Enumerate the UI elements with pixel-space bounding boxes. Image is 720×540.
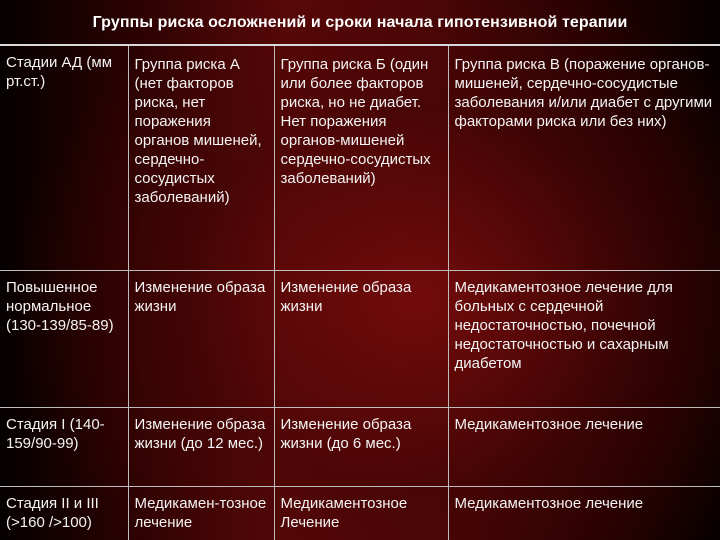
table-row	[0, 271, 720, 408]
group-b-cell: Медикаментозное Лечение	[274, 487, 448, 540]
group-a-cell: Изменение образа жизни (до 12 мес.)	[128, 408, 274, 487]
table-header-row	[0, 46, 720, 271]
group-b-cell: Изменение образа жизни (до 6 мес.)	[274, 408, 448, 487]
table-row	[0, 408, 720, 487]
stage-cell: Стадия I (140-159/90-99)	[0, 408, 128, 487]
group-c-cell: Медикаментозное лечение для больных с сердечной недостаточностью, почечной недостаточностью и сахарным диабетом	[448, 271, 720, 408]
group-c-cell: Медикаментозное лечение	[448, 487, 720, 540]
group-a-cell: Изменение образа жизни	[128, 271, 274, 408]
group-b-cell: Изменение образа жизни	[274, 271, 448, 408]
group-a-cell: Медикамен-тозное лечение	[128, 487, 274, 540]
slide-title: Группы риска осложнений и сроки начала гипотензивной терапии	[92, 14, 628, 31]
table-row	[0, 487, 720, 540]
risk-groups-table	[0, 46, 720, 540]
stage-cell: Стадия II и III (>160 />100)	[0, 487, 128, 540]
header-group-c-cell: Группа риска В (поражение органов-мишеней, сердечно-сосудистые заболевания и/или диабет с другими факторами риска или без них)	[448, 46, 720, 271]
header-group-b-cell: Группа риска Б (один или более факторов риска, но не диабет. Нет поражения органов-мишеней сердечно-сосудистых заболеваний)	[274, 46, 448, 271]
header-group-a-cell: Группа риска А (нет факторов риска, нет поражения органов мишеней, сердечно-сосудистых заболеваний)	[128, 46, 274, 271]
stage-cell: Повышенное нормальное (130-139/85-89)	[0, 271, 128, 408]
header-stages-cell: Стадии АД (мм рт.ст.)	[0, 46, 128, 271]
group-c-cell: Медикаментозное лечение	[448, 408, 720, 487]
